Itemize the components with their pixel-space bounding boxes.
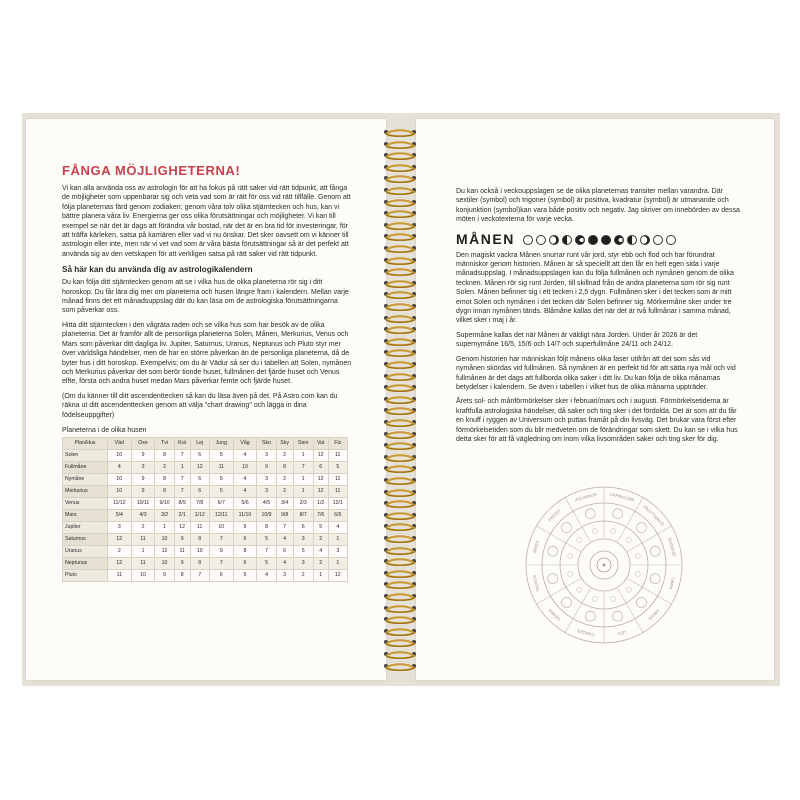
sun-center-dot — [603, 564, 606, 567]
planet-glyph-icon — [635, 572, 640, 577]
table-cell: Merkurius — [63, 486, 108, 498]
eclipse-paragraph: Årets sol- och månförmörkelser sker i februari/mars och i augusti. Förmörkelsetiderna är kraftfulla astrologiska händelser, då saker och ting sker i det fördolda. Det är som att du får en knuff i ryggen av Universum och puttas framåt på din livsväg. Det brukar vara först efter förmörkelsetiden som du blir medveten om de förändringar som skett. Du kan se i vilka hus detta sker för att få vägledning om inom vilka livsområden saker och ting sker för dig. — [456, 398, 738, 443]
spiral-coil — [382, 333, 418, 343]
table-row — [63, 462, 348, 474]
table-cell: 4 — [313, 546, 328, 558]
table-cell: 8 — [233, 546, 257, 558]
table-row — [63, 570, 348, 582]
table-cell: 9 — [174, 534, 190, 546]
table-cell: 8 — [155, 474, 174, 486]
spiral-coil — [382, 600, 418, 610]
zodiac-sign-label: ARIES — [531, 540, 541, 554]
table-cell: 4 — [107, 462, 131, 474]
table-cell: 2 — [276, 474, 293, 486]
table-cell: 10 — [107, 486, 131, 498]
table-cell: 6 — [209, 570, 233, 582]
planet-glyph-icon — [592, 529, 597, 534]
planet-glyph-icon — [577, 538, 582, 543]
table-cell: 10 — [209, 522, 233, 534]
table-cell: 11 — [328, 486, 347, 498]
spiral-coil — [382, 576, 418, 586]
table-cell: Fullmåne — [63, 462, 108, 474]
spiral-coil — [382, 147, 418, 157]
table-cell: 3 — [293, 558, 313, 570]
zodiac-glyph-icon — [636, 597, 646, 607]
table-cell: 12 — [328, 570, 347, 582]
table-cell: 6/7 — [209, 498, 233, 510]
signs-paragraph: Hitta ditt stjärntecken i den vågräta raden och se vilka hus som har besök av de olika planeterna. Det är framför allt de personliga planeterna Solen, Månen, Merkurius, Venus och Mars som påverkar ditt dagliga liv. Jupiter, Saturnus, Uranus, Neptunus och Pluto styr mer över världsliga händelser, men de har en större påverkan än de personliga planeterna, då de byter hus i ditt horoskop. Exempelvis; om du är Vädur så ser du i tabellen att Solen, nymånen och Merkurius påverkar det som berör tionde huset, fullmånen det fjärde huset och Venus elfte, första och andra huset medan Mars påverkar femte och fjärde huset. — [62, 321, 352, 386]
table-cell: 8/7 — [293, 510, 313, 522]
zodiac-sign-label: LIBRA — [668, 576, 676, 590]
table-cell: 7 — [174, 474, 190, 486]
wheel-divider — [536, 578, 581, 604]
table-cell: Mars — [63, 510, 108, 522]
table-cell: 3 — [257, 486, 276, 498]
table-cell: 7/8 — [190, 498, 209, 510]
table-cell: 9/10 — [155, 498, 174, 510]
spiral-coil — [382, 437, 418, 447]
table-cell: 12/1 — [328, 498, 347, 510]
spiral-coil — [382, 623, 418, 633]
table-cell: 12/11 — [209, 510, 233, 522]
table-cell: 2 — [155, 462, 174, 474]
table-cell: 9 — [131, 486, 155, 498]
zodiac-glyph-icon — [650, 574, 660, 584]
table-cell: 10 — [131, 570, 155, 582]
moon-phase-icon — [562, 235, 572, 245]
moon-heading — [456, 230, 740, 247]
table-cell: 4 — [233, 450, 257, 462]
table-cell: 2/1 — [174, 510, 190, 522]
planet-glyph-icon — [577, 587, 582, 592]
transits-paragraph: Du kan också i veckouppslagen se de olika planeternas transiter mellan varandra. Där sextiler (symbol) och trigoner (symbol) är positiva, kvadratur (symbol) är utmanande och konjunktion (symbol)kan vara både positiv och negativ. Jag skriver om innebörden av dessa möten i veckotexterna för varje vecka. — [456, 188, 740, 224]
zodiac-sign-label: AQUARIUS — [574, 491, 597, 503]
spiral-coil — [382, 414, 418, 424]
table-cell: 7 — [174, 450, 190, 462]
table-row — [63, 534, 348, 546]
table-cell: 2 — [107, 546, 131, 558]
table-cell: 1 — [174, 462, 190, 474]
table-cell: 4 — [276, 534, 293, 546]
table-cell: 10 — [107, 450, 131, 462]
table-cell: 11/12 — [107, 498, 131, 510]
table-cell: 7 — [257, 546, 276, 558]
zodiac-sign-label: PISCES — [547, 508, 562, 523]
wheel-divider — [617, 588, 643, 633]
table-cell: 9 — [257, 462, 276, 474]
spiral-coil — [382, 344, 418, 354]
table-cell: 11 — [328, 450, 347, 462]
zodiac-glyph-icon — [548, 546, 558, 556]
table-header-cell: Oxe — [131, 438, 155, 450]
table-cell: 2 — [313, 534, 328, 546]
table-cell: 10/9 — [257, 510, 276, 522]
table-cell: Venus — [63, 498, 108, 510]
table-cell: 2 — [276, 486, 293, 498]
table-cell: 10/11 — [131, 498, 155, 510]
table-caption: Planeterna i de olika husen — [62, 426, 147, 434]
table-cell: Uranus — [63, 546, 108, 558]
spiral-coil — [382, 170, 418, 180]
table-cell: 12 — [107, 534, 131, 546]
table-cell: 3 — [257, 450, 276, 462]
spiral-coil — [382, 286, 418, 296]
spiral-coil — [382, 565, 418, 575]
planet-glyph-icon — [568, 572, 573, 577]
table-cell: Jupiter — [63, 522, 108, 534]
table-cell: 7 — [293, 462, 313, 474]
table-header-cell: Våg — [233, 438, 257, 450]
table-cell: 6 — [190, 486, 209, 498]
table-cell: 1 — [131, 546, 155, 558]
moon-phase-icon — [575, 235, 585, 245]
ascendant-paragraph: (Om du känner till ditt ascendenttecken så kan du läsa även på det. På Astro.com kan du räkna ut ditt ascendenttecken genom att välja "chart drawing" och lägga in dina födelseuppgifter) — [62, 392, 338, 419]
wheel-divider — [565, 588, 591, 633]
page-title: FÅNGA MÖJLIGHETERNA! — [62, 163, 241, 178]
table-row — [63, 474, 348, 486]
table-cell: 12 — [174, 522, 190, 534]
wheel-divider — [565, 497, 591, 542]
table-cell: 11 — [107, 570, 131, 582]
table-header-cell: Sko — [257, 438, 276, 450]
zodiac-glyph-icon — [562, 523, 572, 533]
table-header-cell: Fis — [328, 438, 347, 450]
table-cell: 4 — [328, 522, 347, 534]
zodiac-sign-label: CAPRICORN — [609, 491, 636, 503]
planet-glyph-icon — [611, 529, 616, 534]
supermoon-paragraph: Supermåne kallas det när Månen är väldigt nära Jorden. Under år 2026 är det supernymåne 16/5, 15/6 och 14/7 och superfullmåne 24/11 och 24/12. — [456, 331, 698, 349]
spiral-coil — [382, 368, 418, 378]
table-cell: 3/2 — [155, 510, 174, 522]
moon-phase-icon — [614, 235, 624, 245]
table-cell: 10 — [155, 534, 174, 546]
table-cell: 6 — [276, 546, 293, 558]
spiral-coil — [382, 136, 418, 146]
table-cell: 7 — [190, 570, 209, 582]
table-cell: 6 — [293, 522, 313, 534]
table-cell: 5 — [313, 522, 328, 534]
left-page — [26, 119, 386, 680]
table-cell: 5/4 — [107, 510, 131, 522]
moon-title: MÅNEN — [456, 230, 515, 247]
table-cell: 12 — [190, 462, 209, 474]
table-cell: 3/4 — [276, 498, 293, 510]
table-cell: Saturnus — [63, 534, 108, 546]
table-cell: 2/3 — [293, 498, 313, 510]
spiral-coil — [382, 611, 418, 621]
table-cell: 12 — [313, 474, 328, 486]
spiral-coil — [382, 507, 418, 517]
table-cell: 5 — [328, 462, 347, 474]
spiral-coil — [382, 553, 418, 563]
table-cell: 1 — [293, 486, 313, 498]
table-cell: 12 — [313, 450, 328, 462]
table-cell: 8 — [190, 558, 209, 570]
moon-paragraph: Den magiskt vackra Månen snurrar runt vår jord, styr ebb och flod och har förundrat människor genom historien. Månen är så speciellt att den får en helt egen sida i varje månadsuppslag. I månadsuppslagen kan du följa fullmånen och nymånen genom de olika tecknen. Månen rör sig runt Jorden, till skillnad från de andra planeterna som rör sig runt Solen. Månen befinner sig i ett tecken i 2,5 dygn. Fullmånen sker i det tecken som är mitt emot Solen och nymånen i det tecken där Solen befinner sig. Mörkermåne sker under tre dygn innan nymånen tänds. Blåmåne kallas det när det är två fullmånar i samma månad, vilket sker i maj i år. — [456, 251, 734, 325]
spiral-coil — [382, 658, 418, 668]
table-header-cell: Väd — [107, 438, 131, 450]
table-header-cell: Tvi — [155, 438, 174, 450]
moon-phase-icon — [523, 235, 533, 245]
spiral-coil — [382, 321, 418, 331]
spiral-coil — [382, 310, 418, 320]
table-cell: Pluto — [63, 570, 108, 582]
right-page-content — [456, 187, 740, 449]
table-cell: 4/3 — [131, 510, 155, 522]
spiral-coil — [382, 472, 418, 482]
table-cell: 9 — [131, 474, 155, 486]
table-cell: 11 — [174, 546, 190, 558]
table-cell: 11 — [328, 474, 347, 486]
table-cell: 4/5 — [257, 498, 276, 510]
table-row — [63, 498, 348, 510]
table-cell: 6/5 — [328, 510, 347, 522]
table-cell: 5 — [209, 474, 233, 486]
table-cell: 6 — [233, 558, 257, 570]
table-cell: 3 — [131, 462, 155, 474]
table-cell: 1 — [328, 534, 347, 546]
table-cell: 5 — [257, 558, 276, 570]
table-cell: 9 — [233, 522, 257, 534]
table-cell: 7 — [174, 486, 190, 498]
planet-glyph-icon — [626, 587, 631, 592]
spiral-coil — [382, 356, 418, 366]
table-cell: 5 — [257, 534, 276, 546]
planet-glyph-icon — [626, 538, 631, 543]
table-cell: 2 — [293, 570, 313, 582]
planet-glyph-icon — [635, 553, 640, 558]
zodiac-sign-label: LEO — [617, 629, 627, 637]
spiral-coil — [382, 275, 418, 285]
zodiac-glyph-icon — [613, 509, 623, 519]
table-cell: 8 — [155, 486, 174, 498]
spiral-coil — [382, 124, 418, 134]
table-cell: 5/6 — [233, 498, 257, 510]
table-cell: 12 — [313, 486, 328, 498]
moon-phase-icon — [666, 235, 676, 245]
table-cell: 1 — [328, 558, 347, 570]
table-cell: 1/2 — [313, 498, 328, 510]
spiral-coil — [382, 391, 418, 401]
spiral-coil — [382, 217, 418, 227]
zodiac-sign-label: SAGITTARIUS — [642, 503, 666, 527]
spiral-coil — [382, 518, 418, 528]
table-cell: 4 — [276, 558, 293, 570]
table-cell: 1 — [155, 522, 174, 534]
table-cell: 2 — [131, 522, 155, 534]
spiral-coil — [382, 159, 418, 169]
history-paragraph: Genom historien har människan följt månens olika faser utifrån att det som sås vid nymånen skördas vid fullmånen. Så nymånen är en perfekt tid för att sätta nya mål och vid fullmånen är det dags att fullborda olika saker i ditt liv. Du kan följa de olika månarnas betydelser i kalendern. Se även i tabellen i vilket hus de olika månarna uppträder. — [456, 355, 736, 391]
table-cell: 9 — [174, 558, 190, 570]
zodiac-glyph-icon — [613, 611, 623, 621]
table-header-cell: Vat — [313, 438, 328, 450]
wheel-divider — [617, 497, 643, 542]
spiral-coil — [382, 194, 418, 204]
table-cell: 7 — [209, 558, 233, 570]
table-cell: 12 — [155, 546, 174, 558]
usage-paragraph: Du kan följa ditt stjärntecken genom att se i vilka hus de olika planeterna rör sig i ditt horoskop. Du får lära dig mer om planeterna och husen längre fram i kalendern. Mellan varje månad finns det ett månadsuppslag där du kan läsa om de astrologiska förutsättningarna som påverkar oss. — [62, 279, 349, 315]
table-cell: 6 — [313, 462, 328, 474]
zodiac-glyph-icon — [548, 574, 558, 584]
table-cell: 9/8 — [276, 510, 293, 522]
table-header-cell: Plan/Hus — [63, 438, 108, 450]
spiral-coil — [382, 634, 418, 644]
table-cell: 1 — [293, 450, 313, 462]
spiral-coil — [382, 298, 418, 308]
table-cell: 8 — [276, 462, 293, 474]
table-cell: 11 — [190, 522, 209, 534]
table-cell: Neptunus — [63, 558, 108, 570]
spiral-coil — [382, 542, 418, 552]
moon-phases-row — [523, 235, 676, 245]
zodiac-glyph-icon — [562, 597, 572, 607]
table-cell: 10 — [190, 546, 209, 558]
table-cell: Nymåne — [63, 474, 108, 486]
table-header-cell: Lej — [190, 438, 209, 450]
table-cell: 8 — [174, 570, 190, 582]
table-cell: 7 — [276, 522, 293, 534]
table-cell: 4 — [233, 486, 257, 498]
spiral-coil — [382, 252, 418, 262]
table-cell: 2 — [313, 558, 328, 570]
table-header-cell: Krä — [174, 438, 190, 450]
spiral-coil — [382, 205, 418, 215]
table-cell: 8 — [155, 450, 174, 462]
table-row — [63, 558, 348, 570]
zodiac-glyph-icon — [650, 546, 660, 556]
table-cell: 11/10 — [233, 510, 257, 522]
table-cell: 10 — [233, 462, 257, 474]
spiral-coil — [382, 495, 418, 505]
zodiac-glyph-icon — [636, 523, 646, 533]
spiral-coil — [382, 588, 418, 598]
intro-paragraph: Vi kan alla använda oss av astrologin för att ha fokus på rätt saker vid rätt tidpunkt, att fånga de möjligheter som uppenbarar sig och veta vad som är rätt för oss vid rätt tillfälle. Genom att följa planeternas färd genom zodiaken; genom våra tolv olika stjärntecken och hus, kan vi bättre planera våra liv. Energierna ger oss olika förutsättningar och möjligheter. Vi kan till exempel se när det är dags att förändra vår bostad, när det är en bra tid för investeringar, för att träffa kärleken, satsa på karriären eller vad vi nu önskar. Det sker oavsett om vi känner till astrologin eller inte, men när vi vet vad som är våra bästa förutsättningar så är det perfekt att använda sig av den vetskapen för att verkligen satsa på rätt saker vid rätt tidpunkt. — [62, 185, 351, 258]
left-page-content — [62, 163, 352, 582]
table-row — [63, 522, 348, 534]
table-header-cell: Sky — [276, 438, 293, 450]
table-row — [63, 450, 348, 462]
table-cell: 11 — [131, 534, 155, 546]
table-cell: 9 — [209, 546, 233, 558]
table-cell: Solen — [63, 450, 108, 462]
table-row — [63, 546, 348, 558]
spiral-coil — [382, 530, 418, 540]
table-row — [63, 510, 348, 522]
table-cell: 8 — [257, 522, 276, 534]
moon-phase-icon — [601, 235, 611, 245]
spiral-coil — [382, 228, 418, 238]
wheel-divider — [627, 578, 672, 604]
moon-phase-icon — [588, 235, 598, 245]
table-cell: 3 — [107, 522, 131, 534]
spiral-coil — [382, 460, 418, 470]
spiral-coil — [382, 402, 418, 412]
table-cell: 6 — [190, 450, 209, 462]
table-cell: 3 — [276, 570, 293, 582]
table-cell: 3 — [257, 474, 276, 486]
table-header-cell: Jung — [209, 438, 233, 450]
zodiac-sign-label: GEMINI — [547, 607, 562, 622]
moon-phase-icon — [653, 235, 663, 245]
wheel-divider — [627, 526, 672, 552]
zodiac-glyph-icon — [585, 611, 595, 621]
table-cell: 6 — [233, 534, 257, 546]
spiral-coil — [382, 646, 418, 656]
spiral-coil — [382, 426, 418, 436]
table-header-row — [63, 438, 348, 450]
table-cell: 1 — [313, 570, 328, 582]
table-cell: 12 — [107, 558, 131, 570]
table-cell: 7 — [209, 534, 233, 546]
table-row — [63, 486, 348, 498]
table-cell: 2 — [276, 450, 293, 462]
wheel-divider — [536, 526, 581, 552]
table-cell: 5 — [293, 546, 313, 558]
planet-glyph-icon — [611, 596, 616, 601]
table-cell: 11 — [209, 462, 233, 474]
table-cell: 3 — [328, 546, 347, 558]
table-cell: 8 — [190, 534, 209, 546]
table-cell: 7/6 — [313, 510, 328, 522]
zodiac-sign-label: VIRGO — [647, 608, 661, 622]
moon-phase-icon — [536, 235, 546, 245]
table-cell: 6 — [190, 474, 209, 486]
table-header-cell: Sten — [293, 438, 313, 450]
planet-house-table — [62, 437, 348, 582]
table-cell: 1/12 — [190, 510, 209, 522]
planet-glyph-icon — [568, 553, 573, 558]
spiral-coil — [382, 379, 418, 389]
table-cell: 3 — [293, 534, 313, 546]
zodiac-glyph-icon — [585, 509, 595, 519]
planet-glyph-icon — [592, 596, 597, 601]
table-cell: 10 — [107, 474, 131, 486]
table-cell: 11 — [131, 558, 155, 570]
spiral-coil — [382, 484, 418, 494]
spiral-coil — [382, 263, 418, 273]
spiral-coil — [382, 240, 418, 250]
table-cell: 9 — [155, 570, 174, 582]
zodiac-sign-label: SCORPIO — [667, 536, 677, 557]
table-cell: 4 — [257, 570, 276, 582]
table-cell: 4 — [233, 474, 257, 486]
zodiac-sign-label: CANCER — [576, 628, 595, 638]
table-cell: 8/9 — [174, 498, 190, 510]
table-cell: 5 — [209, 450, 233, 462]
table-cell: 5 — [233, 570, 257, 582]
spiral-coil — [382, 449, 418, 459]
section-subheading: Så här kan du använda dig av astrologikalendern — [62, 265, 253, 275]
spiral-coil — [382, 182, 418, 192]
moon-phase-icon — [549, 235, 559, 245]
table-cell: 5 — [209, 486, 233, 498]
table-cell: 1 — [293, 474, 313, 486]
table-cell: 10 — [155, 558, 174, 570]
table-cell: 9 — [131, 450, 155, 462]
right-page — [416, 119, 774, 680]
zodiac-sign-label: TAURUS — [531, 574, 541, 593]
zodiac-wheel-illustration — [524, 485, 684, 645]
moon-phase-icon — [627, 235, 637, 245]
moon-phase-icon — [640, 235, 650, 245]
